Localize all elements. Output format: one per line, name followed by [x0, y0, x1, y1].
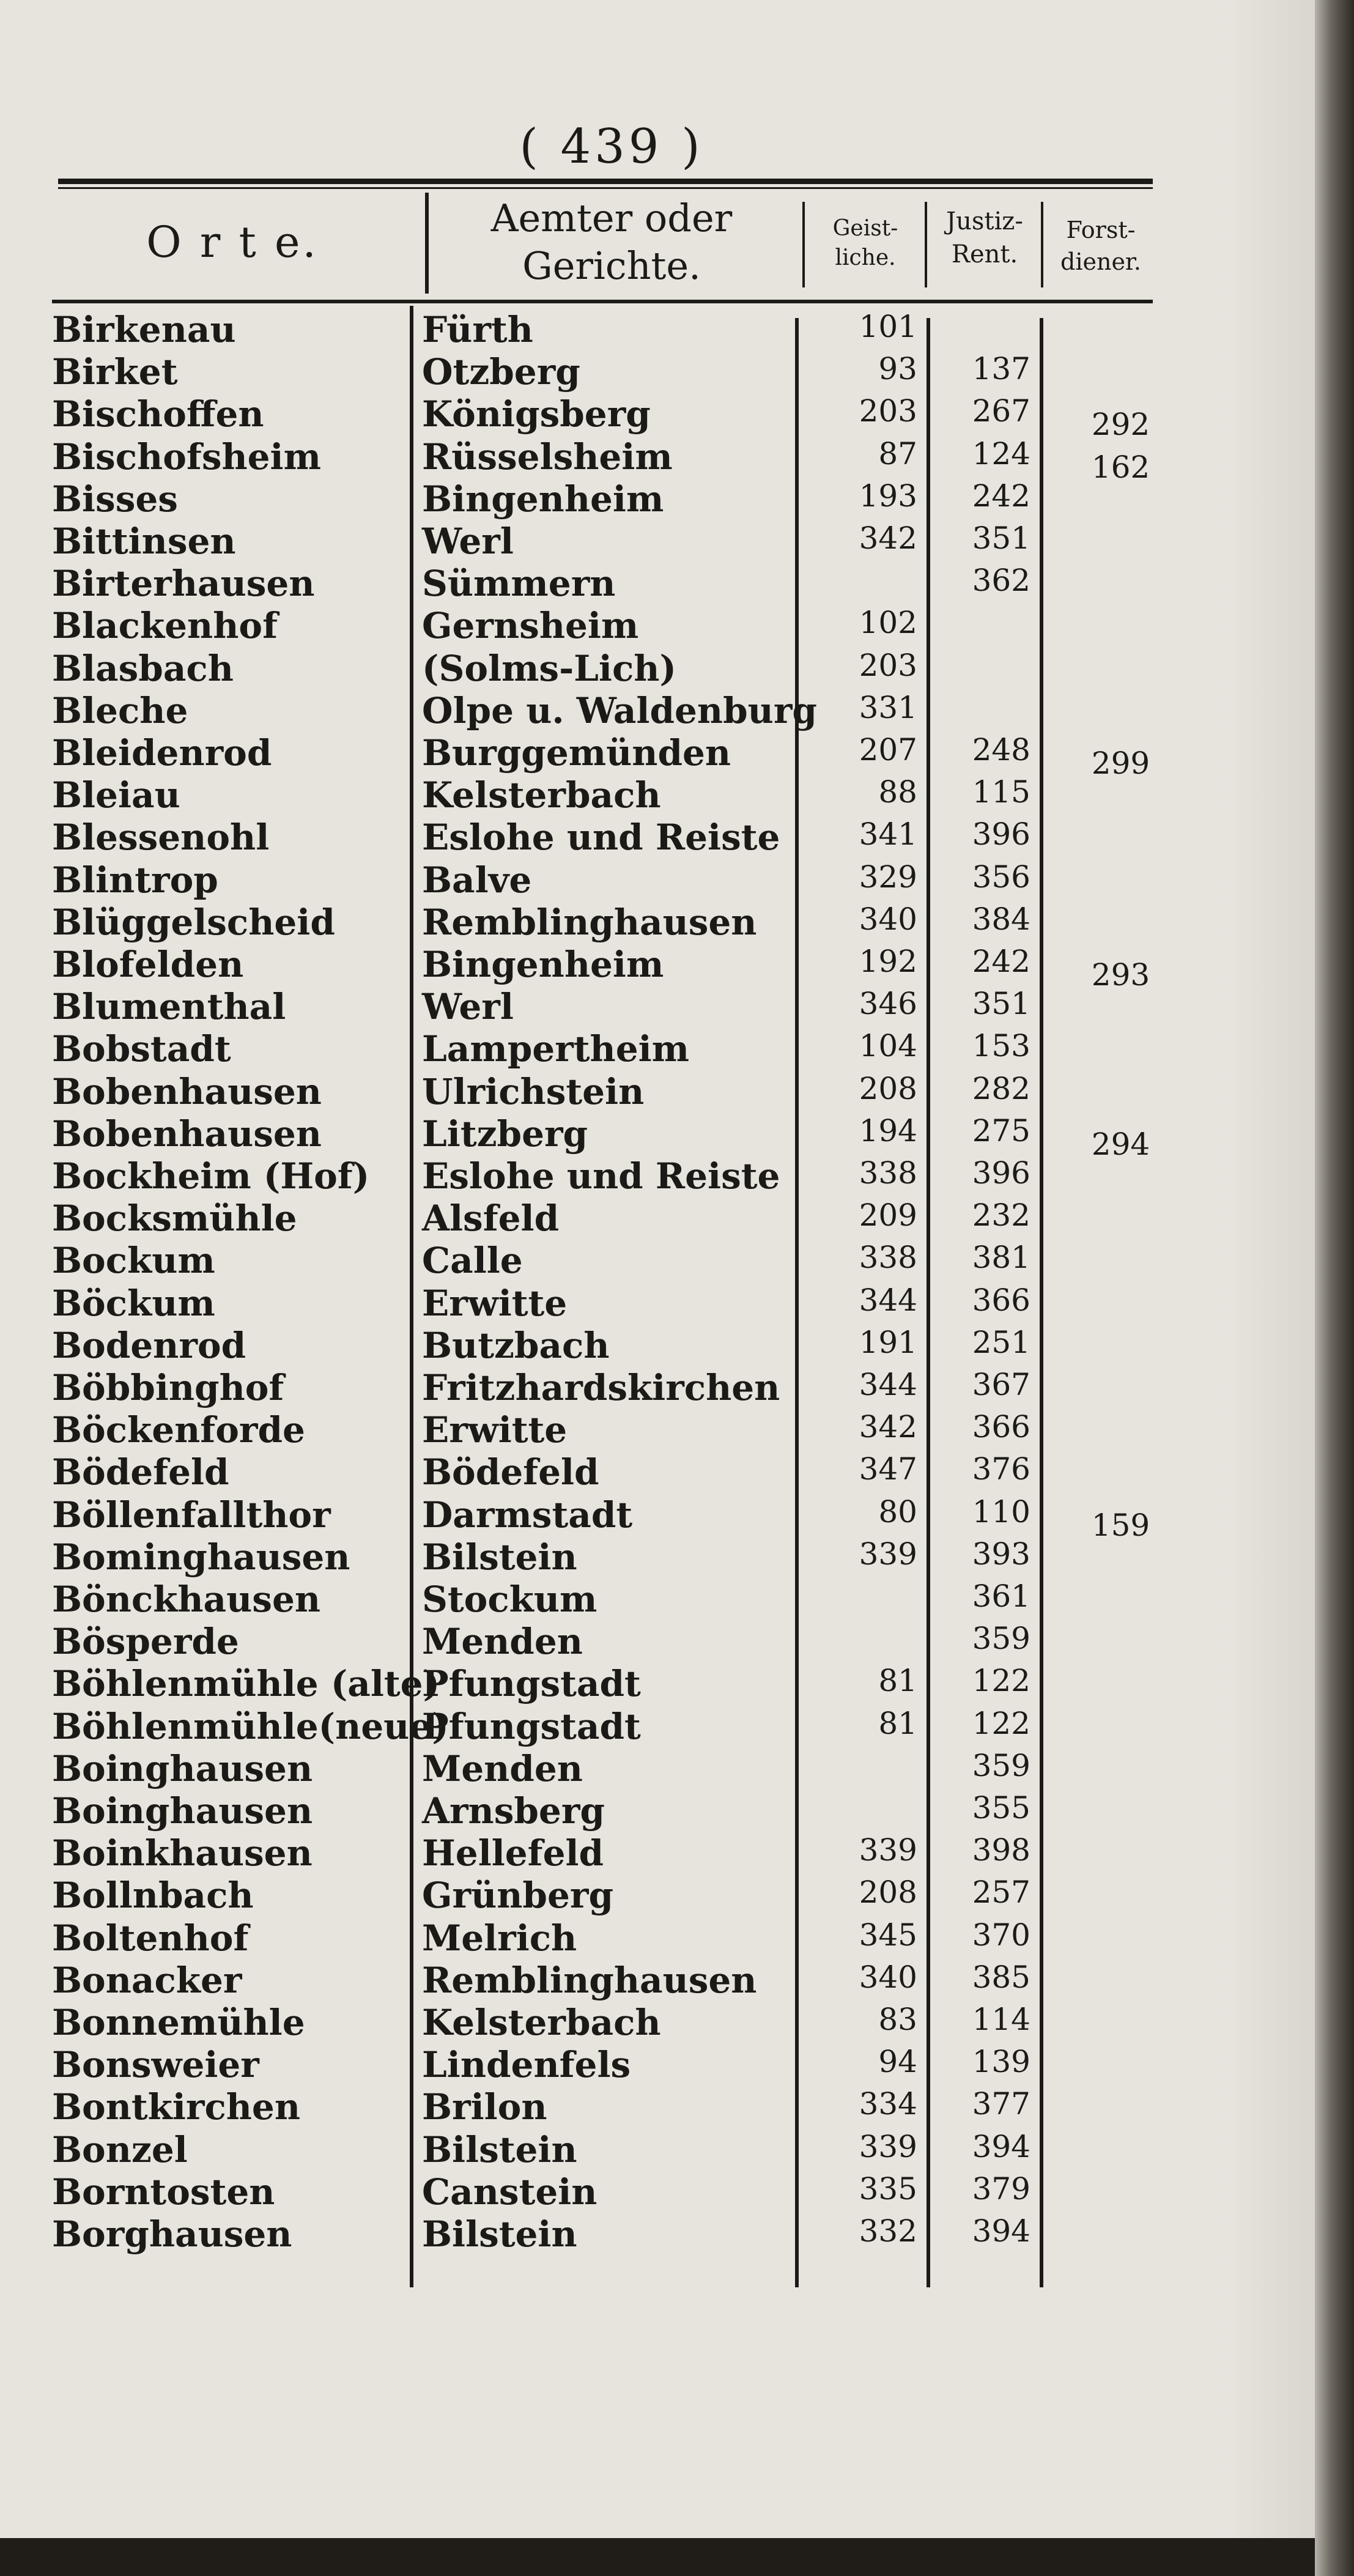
geistliche-page: 104	[859, 1028, 917, 1064]
place-name: Bocksmühle	[52, 1197, 297, 1240]
court-name: Canstein	[422, 2171, 597, 2213]
table-row	[0, 309, 1223, 352]
header-top-rule	[58, 179, 1153, 184]
header-divider-forst	[1041, 202, 1043, 287]
place-name: Bleche	[52, 689, 188, 731]
table-row	[0, 563, 1223, 605]
place-name: Bischoffen	[52, 393, 264, 435]
header-court	[428, 194, 795, 290]
header-justiz	[930, 205, 1040, 271]
court-name: Werl	[422, 986, 514, 1028]
table-row	[0, 2086, 1223, 2129]
page-number: ( 439 )	[519, 119, 704, 174]
geistliche-page: 339	[859, 1832, 917, 1868]
table-row	[0, 605, 1223, 648]
geistliche-page: 191	[859, 1324, 917, 1360]
place-name: Böhlenmühle (alte)	[52, 1663, 440, 1705]
table-row	[0, 1493, 1223, 1543]
place-name: Bonsweier	[52, 2044, 259, 2086]
geistliche-page: 340	[859, 1959, 917, 1995]
place-name: Blofelden	[52, 944, 244, 985]
forstdiener-page: 162	[1091, 449, 1150, 485]
justiz-rent-page: 122	[972, 1705, 1030, 1741]
justiz-rent-page: 251	[972, 1324, 1030, 1360]
court-name: Stockum	[422, 1579, 597, 1620]
table-row	[0, 2044, 1223, 2087]
place-name: Borntosten	[52, 2171, 275, 2213]
justiz-rent-page: 398	[972, 1832, 1030, 1868]
header-court-line2: Gerichte.	[522, 243, 701, 288]
court-name: Bödefeld	[422, 1451, 599, 1493]
place-name: Blasbach	[52, 647, 234, 689]
court-name: Alsfeld	[422, 1197, 560, 1240]
table-row	[0, 1832, 1223, 1875]
table-row	[0, 2129, 1223, 2172]
justiz-rent-page: 351	[972, 986, 1030, 1022]
table-row	[0, 1960, 1223, 2002]
header-geist-line1: Geist-	[832, 216, 898, 241]
geistliche-page: 80	[878, 1493, 917, 1530]
place-name: Böllenfallthor	[52, 1493, 331, 1536]
place-name: Borghausen	[52, 2213, 292, 2255]
geistliche-page: 207	[859, 732, 917, 768]
court-name: Remblinghausen	[422, 901, 757, 943]
header-court-line1: Aemter oder	[490, 196, 733, 240]
court-name: Butzbach	[422, 1324, 610, 1366]
table-row	[0, 986, 1223, 1029]
justiz-rent-page: 359	[972, 1747, 1030, 1783]
justiz-rent-page: 366	[972, 1409, 1030, 1445]
forstdiener-page: 293	[1091, 957, 1150, 993]
table-row	[0, 690, 1223, 733]
court-name: Sümmern	[422, 563, 616, 605]
geistliche-page: 208	[859, 1875, 917, 1911]
forstdiener-page: 159	[1091, 1507, 1150, 1543]
court-name: Bilstein	[422, 1536, 577, 1578]
table-row	[0, 1197, 1223, 1240]
place-name: Bisses	[52, 478, 178, 520]
court-name: Bilstein	[422, 2213, 577, 2255]
geistliche-page: 346	[859, 986, 917, 1022]
justiz-rent-page: 115	[972, 774, 1030, 810]
forstdiener-page: 294	[1091, 1126, 1150, 1162]
geistliche-page: 203	[859, 393, 917, 429]
court-name: Erwitte	[422, 1409, 568, 1451]
geistliche-page: 339	[859, 2128, 917, 2164]
table-row	[0, 1536, 1223, 1579]
justiz-rent-page: 275	[972, 1112, 1030, 1149]
geistliche-page: 203	[859, 647, 917, 683]
table-row	[0, 1621, 1223, 1664]
table-row	[0, 520, 1223, 563]
place-name: Bontkirchen	[52, 2086, 300, 2128]
table-row	[0, 1112, 1223, 1162]
geistliche-page: 329	[859, 859, 917, 895]
forstdiener-page: 292	[1091, 407, 1150, 443]
place-name: Bittinsen	[52, 520, 236, 562]
geistliche-page: 81	[878, 1663, 917, 1699]
table-row	[0, 774, 1223, 817]
place-name: Blessenohl	[52, 816, 270, 859]
justiz-rent-page: 366	[972, 1282, 1030, 1318]
justiz-rent-page: 376	[972, 1451, 1030, 1487]
header-geist-line2: liche.	[835, 245, 896, 270]
table-row	[0, 435, 1223, 485]
place-name: Bonzel	[52, 2128, 188, 2171]
table-row	[0, 1155, 1223, 1198]
geistliche-page: 88	[878, 774, 917, 810]
geistliche-page: 194	[859, 1112, 917, 1149]
court-name: Kelsterbach	[422, 774, 661, 816]
justiz-rent-page: 379	[972, 2171, 1030, 2207]
geistliche-page: 87	[878, 435, 917, 472]
table-row	[0, 1240, 1223, 1282]
place-name: Boinghausen	[52, 1790, 313, 1832]
place-name: Bonacker	[52, 1959, 242, 2001]
justiz-rent-page: 355	[972, 1790, 1030, 1826]
table-row	[0, 648, 1223, 690]
geistliche-page: 344	[859, 1282, 917, 1318]
table-row	[0, 1875, 1223, 1917]
geistliche-page: 93	[878, 351, 917, 387]
court-name: Gernsheim	[422, 605, 639, 647]
court-name: Brilon	[422, 2086, 547, 2128]
court-name: (Solms-Lich)	[422, 647, 676, 689]
court-name: Kelsterbach	[422, 2002, 661, 2043]
place-name: Bischofsheim	[52, 435, 321, 478]
geistliche-page: 208	[859, 1070, 917, 1106]
table-row	[0, 1451, 1223, 1494]
table-row	[0, 1748, 1223, 1791]
court-name: Fürth	[422, 309, 533, 350]
place-name: Böhlenmühle(neue)	[52, 1705, 449, 1747]
court-name: Rüsselsheim	[422, 435, 673, 478]
court-name: Calle	[422, 1240, 523, 1282]
court-name: Olpe u. Waldenburg	[422, 689, 817, 731]
geistliche-page: 338	[859, 1240, 917, 1276]
header-geist	[807, 214, 923, 273]
justiz-rent-page: 394	[972, 2128, 1030, 2164]
header-place: O r t e.	[146, 217, 319, 267]
court-name: Werl	[422, 520, 514, 562]
place-name: Bonnemühle	[52, 2002, 305, 2043]
court-name: Eslohe und Reiste	[422, 816, 780, 859]
justiz-rent-page: 384	[972, 901, 1030, 937]
court-name: Bingenheim	[422, 944, 664, 985]
geistliche-page: 341	[859, 816, 917, 853]
geistliche-page: 344	[859, 1367, 917, 1402]
justiz-rent-page: 370	[972, 1917, 1030, 1953]
place-name: Blüggelscheid	[52, 901, 335, 943]
justiz-rent-page: 393	[972, 1536, 1030, 1572]
justiz-rent-page: 359	[972, 1621, 1030, 1657]
header-divider-geist	[802, 202, 805, 287]
court-name: Otzberg	[422, 351, 580, 393]
court-name: Bingenheim	[422, 478, 664, 520]
geistliche-page: 94	[878, 2044, 917, 2080]
justiz-rent-page: 248	[972, 732, 1030, 768]
place-name: Bödefeld	[52, 1451, 229, 1493]
justiz-rent-page: 356	[972, 859, 1030, 895]
justiz-rent-page: 396	[972, 816, 1030, 853]
header-justiz-line1: Justiz-	[946, 207, 1023, 235]
place-name: Bollnbach	[52, 1875, 254, 1917]
place-name: Bockum	[52, 1240, 215, 1282]
court-name: Menden	[422, 1621, 583, 1663]
justiz-rent-page: 267	[972, 393, 1030, 429]
justiz-rent-page: 381	[972, 1240, 1030, 1276]
geistliche-page: 193	[859, 478, 917, 514]
court-name: Darmstadt	[422, 1493, 633, 1536]
geistliche-page: 339	[859, 1536, 917, 1572]
book-edge	[1315, 0, 1354, 2576]
justiz-rent-page: 361	[972, 1579, 1030, 1614]
header-justiz-line2: Rent.	[951, 240, 1018, 268]
court-name: Remblinghausen	[422, 1959, 757, 2001]
court-name: Bilstein	[422, 2128, 577, 2171]
geistliche-page: 345	[859, 1917, 917, 1953]
header-top-rule-thin	[58, 187, 1153, 189]
geistliche-page: 342	[859, 520, 917, 556]
table-row	[0, 1409, 1223, 1452]
table-row	[0, 1917, 1223, 1960]
justiz-rent-page: 114	[972, 2002, 1030, 2037]
court-name: Arnsberg	[422, 1790, 605, 1832]
geistliche-page: 83	[878, 2002, 917, 2037]
court-name: Eslohe und Reiste	[422, 1155, 780, 1197]
place-name: Bominghausen	[52, 1536, 350, 1578]
court-name: Melrich	[422, 1917, 577, 1959]
court-name: Königsberg	[422, 393, 651, 435]
justiz-rent-page: 242	[972, 478, 1030, 514]
justiz-rent-page: 122	[972, 1663, 1030, 1699]
court-name: Grünberg	[422, 1875, 613, 1917]
justiz-rent-page: 242	[972, 944, 1030, 979]
place-name: Birket	[52, 351, 178, 393]
table-row	[0, 944, 1223, 993]
place-name: Blackenhof	[52, 605, 278, 647]
place-name: Böckenforde	[52, 1409, 305, 1451]
table-row	[0, 478, 1223, 521]
justiz-rent-page: 367	[972, 1367, 1030, 1402]
place-name: Bobstadt	[52, 1028, 231, 1070]
table-row	[0, 1028, 1223, 1071]
geistliche-page: 332	[859, 2213, 917, 2249]
place-name: Bobenhausen	[52, 1112, 322, 1155]
court-name: Lampertheim	[422, 1028, 690, 1070]
justiz-rent-page: 124	[972, 435, 1030, 472]
place-name: Blumenthal	[52, 986, 286, 1028]
place-name: Bönckhausen	[52, 1579, 321, 1620]
table-row	[0, 1790, 1223, 1833]
table-row	[0, 1325, 1223, 1368]
court-name: Burggemünden	[422, 732, 731, 774]
place-name: Boltenhof	[52, 1917, 249, 1959]
justiz-rent-page: 139	[972, 2044, 1030, 2080]
table-row	[0, 2213, 1223, 2256]
justiz-rent-page: 153	[972, 1028, 1030, 1064]
place-name: Bockheim (Hof)	[52, 1155, 370, 1197]
table-row	[0, 816, 1223, 859]
geistliche-page: 342	[859, 1409, 917, 1445]
place-name: Blintrop	[52, 859, 218, 901]
table-row	[0, 732, 1223, 781]
place-name: Birterhausen	[52, 563, 315, 605]
justiz-rent-page: 351	[972, 520, 1030, 556]
justiz-rent-page: 394	[972, 2213, 1030, 2249]
forstdiener-page: 299	[1091, 746, 1150, 781]
court-name: Balve	[422, 859, 532, 901]
justiz-rent-page: 232	[972, 1197, 1030, 1234]
table-row	[0, 1579, 1223, 1621]
court-name: Ulrichstein	[422, 1070, 645, 1112]
place-name: Boinghausen	[52, 1747, 313, 1790]
court-name: Erwitte	[422, 1282, 568, 1324]
table-row	[0, 859, 1223, 902]
court-name: Lindenfels	[422, 2044, 631, 2086]
table-row	[0, 2002, 1223, 2045]
place-name: Böckum	[52, 1282, 215, 1324]
justiz-rent-page: 257	[972, 1875, 1030, 1911]
justiz-rent-page: 110	[972, 1493, 1030, 1530]
table-row	[0, 351, 1223, 394]
court-name: Fritzhardskirchen	[422, 1367, 780, 1408]
table-row	[0, 1367, 1223, 1410]
place-name: Böbbinghof	[52, 1367, 284, 1408]
geistliche-page: 338	[859, 1155, 917, 1191]
justiz-rent-page: 362	[972, 563, 1030, 599]
geistliche-page: 347	[859, 1451, 917, 1487]
place-name: Bleidenrod	[52, 732, 272, 774]
geistliche-page: 102	[859, 605, 917, 641]
table-row	[0, 901, 1223, 944]
court-name: Menden	[422, 1747, 583, 1790]
geistliche-page: 101	[859, 309, 917, 344]
header-divider-court	[425, 193, 429, 294]
place-name: Birkenau	[52, 309, 236, 350]
court-name: Litzberg	[422, 1112, 588, 1155]
geistliche-page: 192	[859, 944, 917, 979]
geistliche-page: 331	[859, 689, 917, 725]
justiz-rent-page: 396	[972, 1155, 1030, 1191]
place-name: Bösperde	[52, 1621, 239, 1663]
justiz-rent-page: 137	[972, 351, 1030, 387]
place-name: Bobenhausen	[52, 1070, 322, 1112]
place-name: Boinkhausen	[52, 1832, 313, 1875]
geistliche-page: 334	[859, 2086, 917, 2122]
geistliche-page: 81	[878, 1705, 917, 1741]
table-row	[0, 1706, 1223, 1749]
header-divider-justiz	[925, 202, 927, 287]
header-forst	[1046, 214, 1156, 278]
court-name: Pfungstadt	[422, 1663, 641, 1705]
table-row	[0, 393, 1223, 443]
justiz-rent-page: 282	[972, 1070, 1030, 1106]
place-name: Bleiau	[52, 774, 180, 816]
table-row	[0, 1282, 1223, 1325]
header-forst-line1: Forst-	[1066, 217, 1136, 243]
table-row	[0, 2171, 1223, 2214]
justiz-rent-page: 377	[972, 2086, 1030, 2122]
table-row	[0, 1071, 1223, 1114]
geistliche-page: 340	[859, 901, 917, 937]
header-forst-line2: diener.	[1060, 248, 1141, 275]
court-name: Hellefeld	[422, 1832, 604, 1875]
geistliche-page: 335	[859, 2171, 917, 2207]
justiz-rent-page: 385	[972, 1959, 1030, 1995]
header-bottom-rule	[52, 300, 1153, 303]
court-name: Pfungstadt	[422, 1705, 641, 1747]
geistliche-page: 209	[859, 1197, 917, 1234]
table-row	[0, 1663, 1223, 1706]
place-name: Bodenrod	[52, 1324, 246, 1366]
